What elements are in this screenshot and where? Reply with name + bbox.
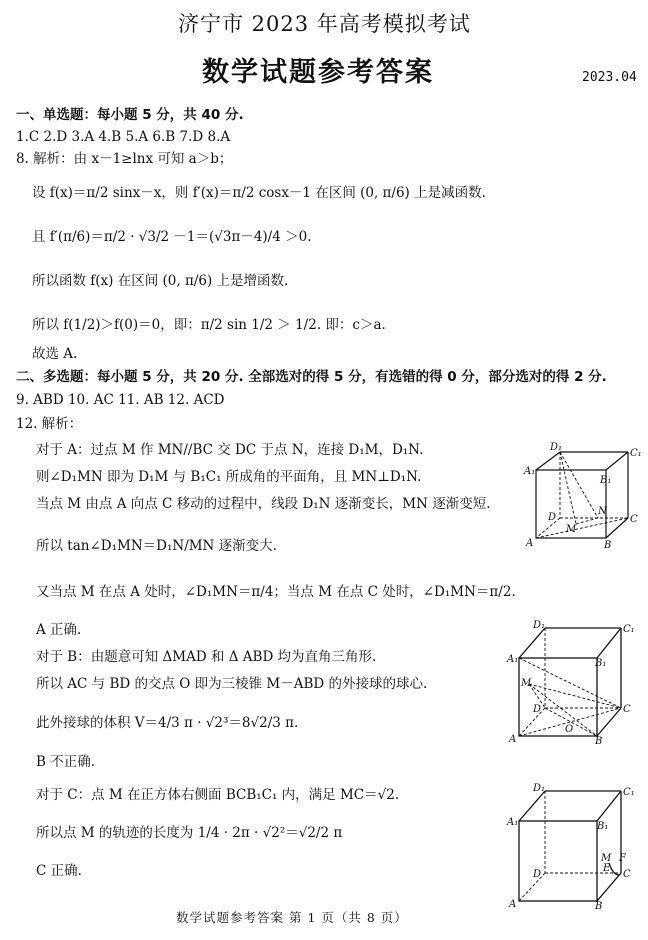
fig1-label-D1: D₁ xyxy=(550,442,563,453)
q12-line-2: 对于 A：过点 M 作 MN//BC 交 DC 于点 N，连接 D₁M，D₁N. xyxy=(36,442,424,458)
q12-line-10: 此外接球的体积 V＝4/3 π · √2³＝8√2/3 π. xyxy=(36,715,299,731)
q8-line-1: 8. 解析：由 x－1≥lnx 可知 a＞b； xyxy=(16,151,233,167)
section-1-heading: 一、单选题：每小题 5 分，共 40 分. xyxy=(16,107,244,123)
fig2-label-A: A xyxy=(509,734,517,745)
fig1-label-C: C xyxy=(630,514,638,525)
fig1-label-B1: B₁ xyxy=(600,475,612,486)
fig2-label-C1: C₁ xyxy=(623,624,635,635)
fig3-label-B: B xyxy=(595,901,603,912)
exam-date: 2023.04 xyxy=(582,70,637,85)
fig3-label-D: D xyxy=(533,869,542,880)
answer-key-title: 数学试题参考答案 xyxy=(202,57,434,88)
fig3-label-B1: B₁ xyxy=(597,821,609,832)
q12-line-1: 12. 解析： xyxy=(16,416,83,432)
q12-line-7: A 正确. xyxy=(36,622,82,638)
q8-line-2: 设 f(x)＝π/2 sinx－x，则 f′(x)＝π/2 cosx－1 在区间 (0, π/6) 上是减函数. xyxy=(32,185,486,201)
q8-line-6: 故选 A. xyxy=(32,346,78,362)
fig3-label-F: F xyxy=(619,853,626,864)
fig1-label-A: A xyxy=(526,538,534,549)
fig2-label-B1: B₁ xyxy=(595,658,607,669)
q12-line-6: 又当点 M 在点 A 处时，∠D₁MN＝π/4；当点 M 在点 C 处时，∠D₁MN＝π/2. xyxy=(36,584,516,600)
fig2-label-B: B xyxy=(595,736,603,747)
fig2-label-C: C xyxy=(623,704,631,715)
q8-line-3: 且 f′(π/6)＝π/2 · √3/2 －1＝(√3π－4)/4 ＞0. xyxy=(32,229,312,245)
fig2-label-A1: A₁ xyxy=(507,654,519,665)
fig1-label-N: N xyxy=(598,506,607,517)
fig3-label-M: M xyxy=(601,853,612,864)
fig1-label-C1: C₁ xyxy=(630,448,642,459)
q8-line-5: 所以 f(1/2)＞f(0)＝0，即：π/2 sin 1/2 ＞ 1/2. 即：c＞a. xyxy=(32,317,386,333)
q12-line-8: 对于 B：由题意可知 ΔMAD 和 Δ ABD 均为直角三角形. xyxy=(36,649,377,665)
fig1-label-A1: A₁ xyxy=(524,466,536,477)
fig3-label-A1: A₁ xyxy=(507,817,519,828)
fig3-label-D1: D₁ xyxy=(533,783,546,794)
fig2-label-O: O xyxy=(565,724,574,735)
page-footer: 数学试题参考答案 第 1 页（共 8 页） xyxy=(176,910,408,925)
q12-line-4: 当点 M 由点 A 向点 C 移动的过程中，线段 D₁N 逐渐变长，MN 逐渐变短. xyxy=(36,496,491,512)
fig2-label-D: D xyxy=(533,704,542,715)
q12-line-5: 所以 tan∠D₁MN＝D₁N/MN 逐渐变大. xyxy=(36,538,277,554)
q12-line-13: 所以点 M 的轨迹的长度为 1/4 · 2π · √2²＝√2/2 π xyxy=(36,825,343,841)
cube-figure-3 xyxy=(505,785,635,910)
fig1-label-B: B xyxy=(604,540,612,551)
q12-line-9: 所以 AC 与 BD 的交点 O 即为三棱锥 M－ABD 的外接球的球心. xyxy=(36,676,428,692)
fig3-label-C: C xyxy=(623,869,631,880)
fig3-label-E: E xyxy=(603,863,611,874)
q12-line-12: 对于 C：点 M 在正方体右侧面 BCB₁C₁ 内，满足 MC＝√2. xyxy=(36,787,400,803)
fig3-label-A: A xyxy=(509,899,517,910)
q8-line-4: 所以函数 f(x) 在区间 (0, π/6) 上是增函数. xyxy=(32,273,289,289)
section-2-heading: 二、多选题：每小题 5 分，共 20 分. 全部选对的得 5 分，有选错的得 0 分，部分选对的得 2 分. xyxy=(16,369,607,385)
fig1-label-M: M xyxy=(566,524,577,535)
fig3-label-C1: C₁ xyxy=(623,787,635,798)
section-2-answers: 9. ABD 10. AC 11. AB 12. ACD xyxy=(16,392,225,408)
cube-figure-2 xyxy=(505,620,635,745)
fig2-label-D1: D₁ xyxy=(533,620,546,631)
section-1-answers: 1.C 2.D 3.A 4.B 5.A 6.B 7.D 8.A xyxy=(16,129,231,145)
fig2-label-M: M xyxy=(521,678,532,689)
exam-title: 济宁市 2023 年高考模拟考试 xyxy=(178,12,471,36)
q12-line-3: 则∠D₁MN 即为 D₁M 与 B₁C₁ 所成角的平面角，且 MN⊥D₁N. xyxy=(36,469,422,485)
cube-figure-1 xyxy=(520,440,640,550)
q12-line-14: C 正确. xyxy=(36,863,82,879)
q12-line-11: B 不正确. xyxy=(36,754,96,770)
fig1-label-D: D xyxy=(548,512,557,523)
